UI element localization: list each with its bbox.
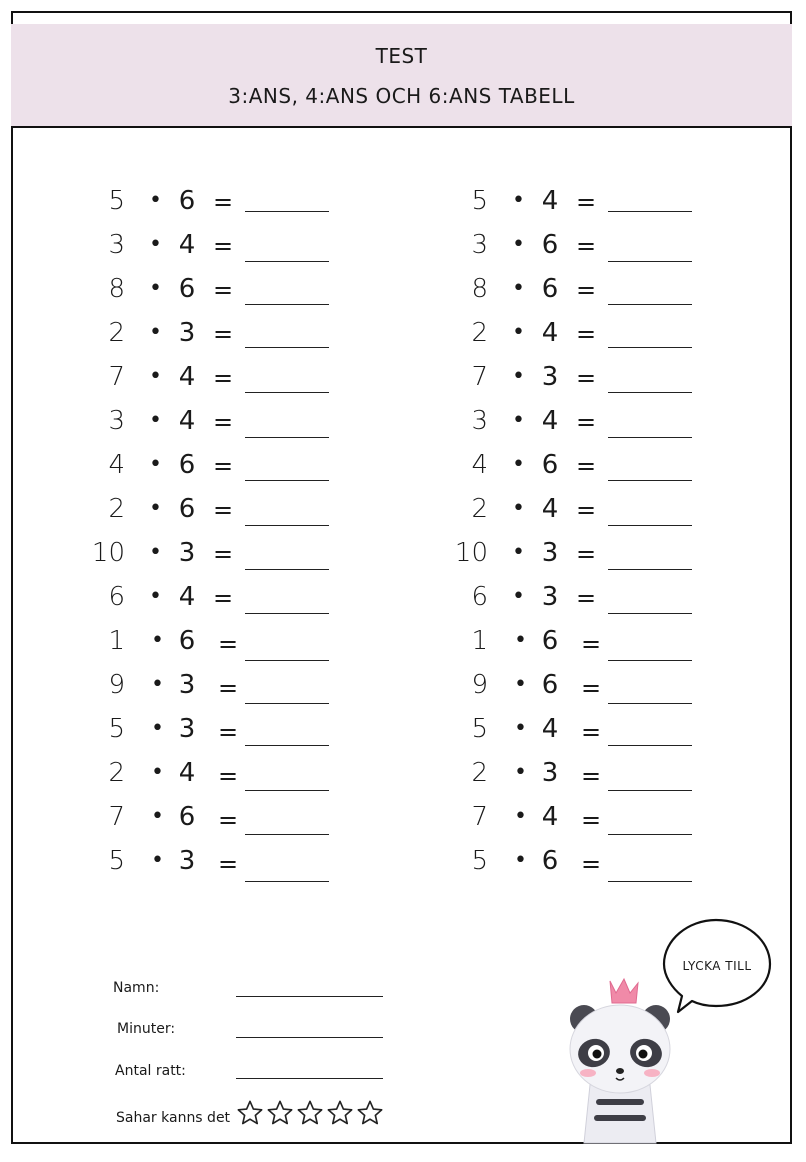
multiply-sign: • [512, 276, 525, 301]
correct-count-field[interactable] [236, 1078, 383, 1079]
equals-sign: = [576, 496, 597, 524]
multiplicand: 2 [108, 758, 125, 788]
multiplicand: 10 [91, 538, 125, 568]
answer-field[interactable] [245, 834, 329, 835]
equals-sign: = [581, 762, 602, 790]
multiplicand: 5 [108, 186, 125, 216]
equals-sign: = [213, 232, 234, 260]
multiplier: 6 [178, 802, 196, 832]
star-icon[interactable] [266, 1099, 294, 1127]
multiplicand: 2 [471, 494, 488, 524]
multiplier: 6 [178, 626, 196, 656]
rating-stars [236, 1099, 384, 1127]
answer-field[interactable] [608, 703, 692, 704]
multiply-sign: • [514, 628, 527, 653]
star-icon[interactable] [326, 1099, 354, 1127]
equals-sign: = [213, 584, 234, 612]
answer-field[interactable] [245, 261, 329, 262]
multiplicand: 3 [471, 230, 488, 260]
page-title: TEST [375, 44, 428, 68]
multiply-sign: • [514, 716, 527, 741]
multiply-sign: • [512, 540, 525, 565]
multiplier: 4 [541, 494, 559, 524]
multiplier: 4 [178, 230, 196, 260]
multiplicand: 5 [108, 846, 125, 876]
multiply-sign: • [151, 848, 164, 873]
answer-field[interactable] [245, 703, 329, 704]
multiplicand: 5 [471, 846, 488, 876]
equals-sign: = [576, 452, 597, 480]
answer-field[interactable] [608, 881, 692, 882]
answer-field[interactable] [245, 304, 329, 305]
equals-sign: = [576, 232, 597, 260]
answer-field[interactable] [608, 569, 692, 570]
multiplicand: 5 [471, 186, 488, 216]
multiply-sign: • [512, 320, 525, 345]
answer-field[interactable] [608, 347, 692, 348]
equals-sign: = [213, 320, 234, 348]
name-label: Namn: [113, 980, 160, 996]
multiplicand: 1 [108, 626, 125, 656]
answer-field[interactable] [608, 613, 692, 614]
minutes-field[interactable] [236, 1037, 383, 1038]
answer-field[interactable] [608, 525, 692, 526]
multiply-sign: • [514, 760, 527, 785]
answer-field[interactable] [608, 437, 692, 438]
equals-sign: = [218, 718, 239, 746]
multiply-sign: • [149, 276, 162, 301]
equals-sign: = [576, 276, 597, 304]
multiplier: 4 [541, 318, 559, 348]
multiply-sign: • [149, 496, 162, 521]
answer-field[interactable] [245, 881, 329, 882]
equals-sign: = [213, 452, 234, 480]
multiplicand: 10 [454, 538, 488, 568]
multiplier: 6 [541, 846, 559, 876]
multiplier: 3 [178, 670, 196, 700]
equals-sign: = [213, 188, 234, 216]
multiplier: 3 [541, 758, 559, 788]
multiplicand: 2 [108, 494, 125, 524]
equals-sign: = [213, 540, 234, 568]
multiply-sign: • [514, 672, 527, 697]
multiply-sign: • [512, 188, 525, 213]
multiply-sign: • [149, 584, 162, 609]
worksheet-header [11, 24, 792, 128]
multiplicand: 5 [471, 714, 488, 744]
multiplicand: 2 [108, 318, 125, 348]
answer-field[interactable] [608, 304, 692, 305]
multiplier: 4 [541, 406, 559, 436]
multiplier: 6 [541, 626, 559, 656]
equals-sign: = [581, 850, 602, 878]
multiply-sign: • [151, 760, 164, 785]
equals-sign: = [213, 276, 234, 304]
multiplicand: 3 [471, 406, 488, 436]
multiplicand: 7 [108, 362, 125, 392]
multiplier: 4 [178, 406, 196, 436]
equals-sign: = [576, 320, 597, 348]
panda-illustration [560, 975, 680, 1147]
answer-field[interactable] [245, 525, 329, 526]
multiply-sign: • [149, 364, 162, 389]
multiplier: 6 [178, 450, 196, 480]
multiplicand: 2 [471, 318, 488, 348]
answer-field[interactable] [608, 745, 692, 746]
multiplier: 6 [541, 230, 559, 260]
multiply-sign: • [151, 628, 164, 653]
equals-sign: = [218, 762, 239, 790]
multiply-sign: • [149, 408, 162, 433]
multiply-sign: • [151, 804, 164, 829]
star-icon[interactable] [296, 1099, 324, 1127]
equals-sign: = [576, 364, 597, 392]
multiply-sign: • [512, 408, 525, 433]
crown-icon [610, 979, 638, 1003]
equals-sign: = [576, 584, 597, 612]
answer-field[interactable] [245, 569, 329, 570]
multiplicand: 2 [471, 758, 488, 788]
equals-sign: = [218, 806, 239, 834]
answer-field[interactable] [608, 392, 692, 393]
answer-field[interactable] [608, 834, 692, 835]
multiplier: 6 [541, 670, 559, 700]
multiply-sign: • [149, 188, 162, 213]
answer-field[interactable] [608, 660, 692, 661]
multiply-sign: • [149, 540, 162, 565]
multiplier: 3 [178, 318, 196, 348]
multiplicand: 5 [108, 714, 125, 744]
multiplier: 6 [178, 494, 196, 524]
multiplicand: 9 [471, 670, 488, 700]
multiplier: 3 [178, 538, 196, 568]
multiplicand: 7 [471, 362, 488, 392]
multiplier: 6 [178, 274, 196, 304]
multiply-sign: • [512, 452, 525, 477]
multiply-sign: • [151, 716, 164, 741]
answer-field[interactable] [245, 437, 329, 438]
multiply-sign: • [149, 232, 162, 257]
multiply-sign: • [514, 804, 527, 829]
minutes-label: Minuter: [117, 1021, 176, 1037]
equals-sign: = [576, 188, 597, 216]
speech-bubble-text: LYCKA TILL [682, 959, 752, 973]
equals-sign: = [581, 806, 602, 834]
correct-count-label: Antal ratt: [115, 1063, 186, 1079]
answer-field[interactable] [245, 392, 329, 393]
equals-sign: = [581, 630, 602, 658]
multiplier: 4 [178, 362, 196, 392]
multiply-sign: • [512, 584, 525, 609]
multiplicand: 7 [471, 802, 488, 832]
answer-field[interactable] [245, 480, 329, 481]
multiplier: 3 [541, 582, 559, 612]
answer-field[interactable] [245, 745, 329, 746]
multiplier: 3 [178, 714, 196, 744]
equals-sign: = [213, 408, 234, 436]
multiplicand: 7 [108, 802, 125, 832]
multiplier: 6 [178, 186, 196, 216]
multiplicand: 3 [108, 230, 125, 260]
equals-sign: = [213, 496, 234, 524]
multiplier: 3 [178, 846, 196, 876]
equals-sign: = [218, 630, 239, 658]
answer-field[interactable] [608, 211, 692, 212]
multiply-sign: • [149, 452, 162, 477]
answer-field[interactable] [608, 790, 692, 791]
answer-field[interactable] [608, 261, 692, 262]
multiplier: 6 [541, 450, 559, 480]
rating-label: Sahar kanns det [116, 1110, 231, 1126]
equals-sign: = [581, 674, 602, 702]
multiplicand: 1 [471, 626, 488, 656]
multiplier: 4 [178, 582, 196, 612]
multiply-sign: • [512, 496, 525, 521]
multiplicand: 8 [108, 274, 125, 304]
multiplicand: 3 [108, 406, 125, 436]
multiplier: 4 [541, 186, 559, 216]
multiplier: 6 [541, 274, 559, 304]
multiply-sign: • [512, 364, 525, 389]
multiplier: 4 [541, 802, 559, 832]
page-subtitle: 3:ANS, 4:ANS OCH 6:ANS TABELL [228, 84, 575, 108]
multiplicand: 8 [471, 274, 488, 304]
multiplicand: 6 [471, 582, 488, 612]
answer-field[interactable] [245, 347, 329, 348]
answer-field[interactable] [245, 613, 329, 614]
answer-field[interactable] [245, 660, 329, 661]
name-field[interactable] [236, 996, 383, 997]
answer-field[interactable] [245, 211, 329, 212]
multiplicand: 4 [108, 450, 125, 480]
multiply-sign: • [149, 320, 162, 345]
multiply-sign: • [512, 232, 525, 257]
multiplier: 3 [541, 362, 559, 392]
multiplicand: 9 [108, 670, 125, 700]
star-icon[interactable] [356, 1099, 384, 1127]
equals-sign: = [576, 540, 597, 568]
equals-sign: = [581, 718, 602, 746]
equals-sign: = [218, 850, 239, 878]
equals-sign: = [576, 408, 597, 436]
multiplier: 4 [541, 714, 559, 744]
multiplier: 3 [541, 538, 559, 568]
multiply-sign: • [151, 672, 164, 697]
answer-field[interactable] [608, 480, 692, 481]
equals-sign: = [218, 674, 239, 702]
multiply-sign: • [514, 848, 527, 873]
multiplier: 4 [178, 758, 196, 788]
answer-field[interactable] [245, 790, 329, 791]
multiplicand: 4 [471, 450, 488, 480]
star-icon[interactable] [236, 1099, 264, 1127]
equals-sign: = [213, 364, 234, 392]
multiplicand: 6 [108, 582, 125, 612]
